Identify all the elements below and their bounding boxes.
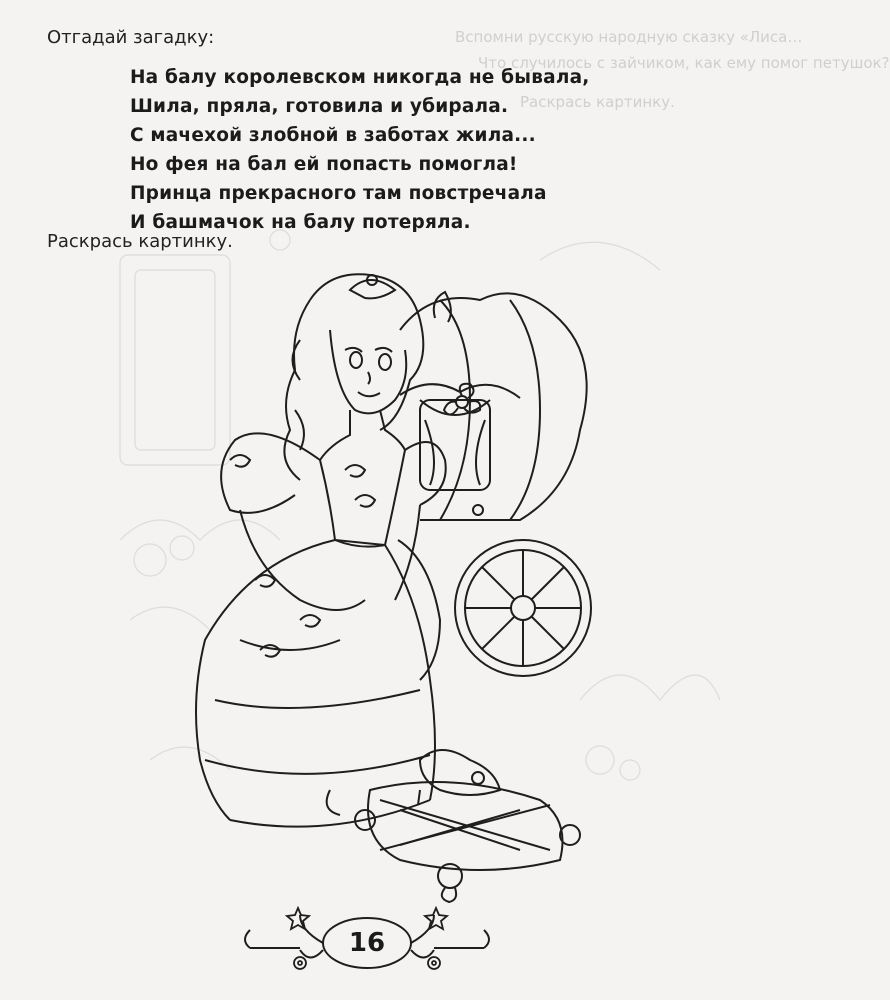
show-through-text: Раскрась картинку. (520, 93, 675, 111)
poem-line: Но фея на бал ей попасть помогла! (130, 154, 518, 175)
poem-line: Принца прекрасного там повстречала (130, 183, 547, 204)
princess-figure (196, 274, 446, 826)
show-through-text: Что случилось с зайчиком, как ему помог петушок? (478, 54, 890, 72)
riddle-instruction: Отгадай загадку: (47, 27, 215, 48)
poem-line: И башмачок на балу потеряла. (130, 212, 471, 233)
poem-line: Шила, пряла, готовила и убирала. (130, 96, 509, 117)
coloring-instruction: Раскрась картинку. (47, 231, 233, 252)
poem-line: На балу королевском никогда не бывала, (130, 67, 590, 88)
cushion (355, 782, 580, 902)
poem-line: С мачехой злобной в заботах жила... (130, 125, 536, 146)
pumpkin-carriage (400, 292, 587, 520)
show-through-text: Вспомни русскую народную сказку «Лиса… (455, 28, 803, 46)
page-number: 16 (348, 928, 386, 958)
